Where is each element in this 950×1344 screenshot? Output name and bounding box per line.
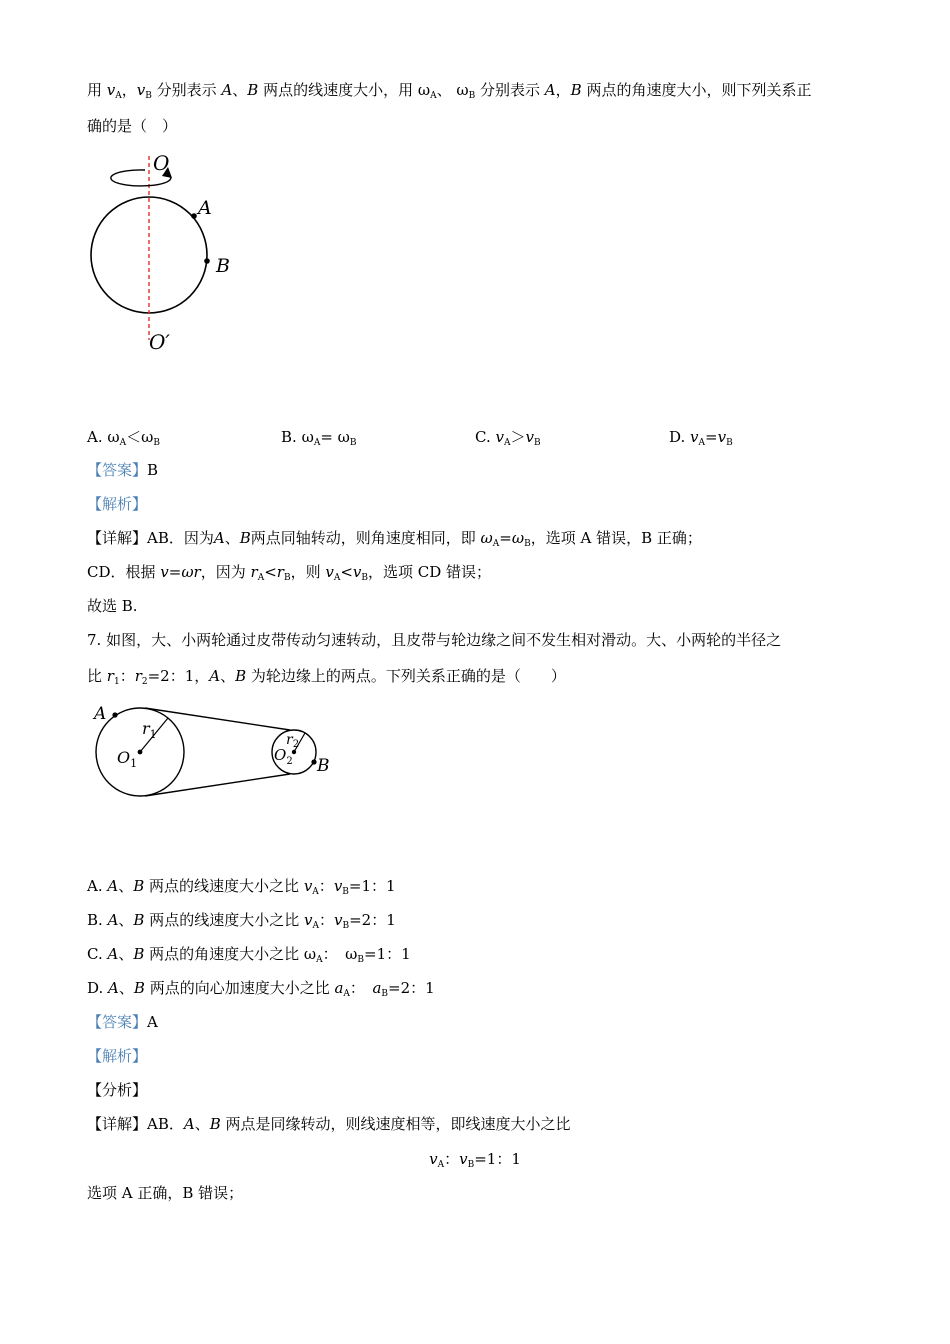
point-b-dot: [311, 759, 316, 764]
label-b: B: [317, 756, 330, 776]
q7-stem-line2: 比 $r_1$：$r_2=2$：1，A、B 为轮边缘上的两点。下列关系正确的是（ ）: [87, 667, 566, 687]
label-a: A: [94, 704, 107, 724]
label-r2: $r_2$: [286, 732, 300, 750]
q7-option-d[interactable]: D. A、B 两点的向心加速度大小之比 $a_A$： $a_B=2$：1: [87, 979, 435, 999]
center-o1-dot: [138, 750, 143, 755]
q6-option-b[interactable]: B. $\omega_A= \omega_B$: [281, 428, 357, 448]
label-b: B: [216, 255, 230, 277]
label-r1: $r_1$: [142, 719, 157, 741]
q6-option-c[interactable]: C. $v_A>v_B$: [475, 428, 541, 448]
q6-ring-figure: [85, 148, 245, 358]
q6-stem-line1: 用 $v_A$，$v_B$ 分别表示 A、B 两点的线速度大小，用 $\omega_A$、 $\omega_B$ 分别表示 A，B 两点的角速度大小，则下列关系正: [87, 81, 812, 101]
q7-stem-line1: 7. 如图，大、小两轮通过皮带传动匀速转动，且皮带与轮边缘之间不发生相对滑动。大、小两轮的半径之: [87, 631, 782, 649]
label-a: A: [198, 197, 212, 219]
point-a-dot: [112, 712, 117, 717]
label-o: O: [153, 151, 170, 175]
q7-option-b[interactable]: B. A、B 两点的线速度大小之比 $v_A$：$v_B=2$：1: [87, 911, 396, 931]
q6-stem-line2: 确的是（ ）: [87, 117, 178, 135]
center-o2-dot: [292, 750, 296, 754]
q6-option-a[interactable]: A. $\omega_A<\omega_B$: [87, 428, 160, 448]
q6-detail-line2: CD．根据 v=ωr，因为 $r_A<r_B$，则 $v_A<v_B$，选项 CD 错误；: [87, 563, 492, 583]
point-b-dot: [204, 258, 210, 264]
q7-belt-figure: [85, 700, 345, 810]
q6-analysis-tag: 【解析】: [87, 495, 148, 513]
q6-option-d[interactable]: D. $v_A=v_B$: [669, 428, 733, 448]
q7-analysis-tag: 【解析】: [87, 1047, 148, 1065]
q7-formula: $v_A$：$v_B=1$：1: [429, 1150, 521, 1170]
q7-last-line: 选项 A 正确，B 错误；: [87, 1184, 244, 1202]
q6-answer: 【答案】B: [87, 461, 159, 479]
q6-conclusion: 故选 B.: [87, 597, 138, 615]
label-o1: $O_1$: [117, 748, 138, 770]
point-a-dot: [191, 213, 197, 219]
q7-detail-line1: 【详解】AB．A、B 两点是同缘转动，则线速度相等，即线速度大小之比: [87, 1115, 571, 1133]
q7-answer: 【答案】A: [87, 1013, 158, 1031]
label-o-prime: O′: [149, 330, 170, 354]
q7-option-c[interactable]: C. A、B 两点的角速度大小之比 $\omega_A$： $\omega_B=1$：1: [87, 945, 411, 965]
belt-bottom: [145, 774, 290, 796]
q6-detail-line1: 【详解】AB．因为A、B两点同轴转动，则角速度相同，即 $\omega_A=\omega_B$，选项 A 错误，B 正确；: [87, 529, 702, 549]
label-o2: $O_2$: [274, 746, 293, 767]
q7-option-a[interactable]: A. A、B 两点的线速度大小之比 $v_A$：$v_B=1$：1: [87, 877, 396, 897]
q7-fenxi: 【分析】: [87, 1081, 148, 1099]
